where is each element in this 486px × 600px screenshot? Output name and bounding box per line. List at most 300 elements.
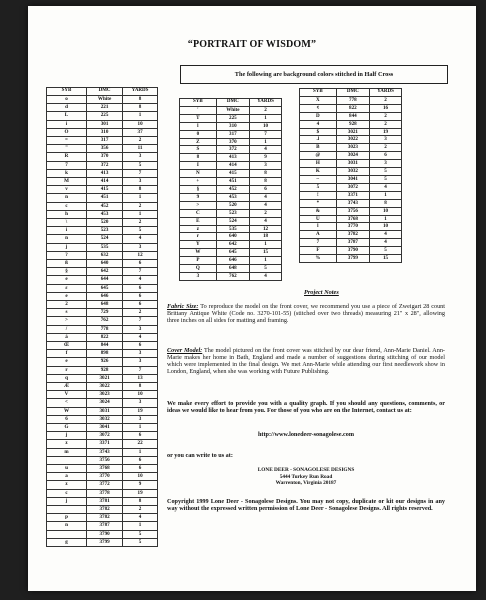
symbol-cell: C bbox=[180, 209, 217, 217]
yards-cell: 11 bbox=[123, 145, 158, 153]
symbol-cell: e bbox=[47, 358, 87, 366]
yards-cell: 6 bbox=[123, 465, 158, 473]
dmc-cell: 452 bbox=[216, 185, 249, 193]
dmc-cell: 317 bbox=[87, 136, 123, 144]
table-row bbox=[180, 185, 282, 193]
column-header: SYB bbox=[47, 88, 87, 96]
yards-cell: 15 bbox=[369, 255, 401, 263]
yards-cell: 8 bbox=[123, 104, 158, 112]
symbol-cell: E bbox=[180, 217, 217, 225]
yards-cell: 5 bbox=[249, 265, 281, 273]
symbol-cell: ß bbox=[47, 259, 87, 267]
dmc-cell: 729 bbox=[87, 309, 123, 317]
yards-cell: 5 bbox=[123, 227, 158, 235]
table-row bbox=[47, 506, 158, 514]
dmc-cell: 3799 bbox=[87, 538, 123, 546]
address-line-1: LONE DEER - SONAGOLESE DESIGNS bbox=[257, 467, 355, 473]
symbol-cell: M bbox=[47, 177, 87, 185]
symbol-cell: e bbox=[47, 276, 87, 284]
dmc-cell: 372 bbox=[216, 146, 249, 154]
dmc-cell: 762 bbox=[216, 272, 249, 280]
table-row bbox=[47, 153, 158, 161]
table-row bbox=[47, 456, 158, 464]
symbol-cell bbox=[47, 506, 87, 514]
symbol-cell: B bbox=[300, 144, 337, 152]
dmc-cell: 413 bbox=[87, 169, 123, 177]
yards-cell: 2 bbox=[123, 506, 158, 514]
table-row bbox=[47, 342, 158, 350]
table-row bbox=[47, 432, 158, 440]
address-line-3: Warrenton, Virginia 20187 bbox=[275, 480, 337, 486]
table-row bbox=[47, 391, 158, 399]
table-row bbox=[47, 424, 158, 432]
symbol-cell: N bbox=[180, 170, 217, 178]
table-row bbox=[47, 95, 158, 103]
symbol-cell: @ bbox=[300, 152, 337, 160]
table-row bbox=[180, 209, 282, 217]
dmc-cell: 3799 bbox=[336, 255, 369, 263]
yards-cell: 1 bbox=[123, 522, 158, 530]
symbol-cell: L bbox=[47, 112, 87, 120]
yards-cell: 3 bbox=[123, 243, 158, 251]
table-row bbox=[300, 183, 402, 191]
table-row bbox=[300, 104, 402, 112]
cover-model-paragraph bbox=[167, 347, 445, 375]
yards-cell: 6 bbox=[123, 342, 158, 350]
dmc-cell: 3743 bbox=[336, 199, 369, 207]
contact-paragraph: We make every effort to provide you with a quality graph. If you should any questions, comments, or ideas we would like to hear from you. For those of you who are on the Internet, contact us at: bbox=[167, 400, 445, 415]
table-row bbox=[300, 144, 402, 152]
symbol-cell: ε bbox=[47, 284, 87, 292]
dmc-cell: White bbox=[216, 106, 249, 114]
dmc-cell: 3770 bbox=[336, 223, 369, 231]
yards-cell: 1 bbox=[123, 194, 158, 202]
symbol-cell: ! bbox=[300, 191, 337, 199]
symbol-cell: o bbox=[47, 95, 87, 103]
symbol-cell: " bbox=[47, 145, 87, 153]
symbol-cell: * bbox=[300, 199, 337, 207]
symbol-cell: D bbox=[300, 112, 337, 120]
table-row bbox=[180, 154, 282, 162]
dmc-cell: 645 bbox=[216, 249, 249, 257]
symbol-cell: a bbox=[47, 473, 87, 481]
copyright-notice: Copyright 1999 Lone Deer - Sonagolese Designs. You may not copy, duplicate or kit our designs in any way without the expressed written permission of Lone Deer - Sonagolese Designs. All rights reserved. bbox=[167, 498, 445, 513]
dmc-cell: 778 bbox=[336, 96, 369, 104]
table-row bbox=[47, 251, 158, 259]
symbol-cell: ~ bbox=[300, 175, 337, 183]
symbol-cell: I bbox=[180, 162, 217, 170]
column-header: SYB bbox=[180, 99, 217, 107]
yards-cell: 9 bbox=[123, 481, 158, 489]
dmc-cell: 3781 bbox=[87, 497, 123, 505]
dmc-cell: 648 bbox=[87, 300, 123, 308]
symbol-cell: g bbox=[47, 538, 87, 546]
table-row bbox=[47, 350, 158, 358]
symbol-cell: e bbox=[47, 292, 87, 300]
column-header: YARDS bbox=[249, 99, 281, 107]
dmc-cell: White bbox=[87, 95, 123, 103]
symbol-cell: G bbox=[47, 424, 87, 432]
fabric-size-text: To reproduce the model on the front cover, we recommend you use a piece of Zweigart 28 count Brittany Antique White (Code no. 3270-101-55) (stitched over two threads) measuring 21" x 28", allowing three inches on all sides for matting and framing. bbox=[167, 303, 445, 325]
symbol-cell: H bbox=[300, 160, 337, 168]
table-row bbox=[300, 231, 402, 239]
table-row bbox=[47, 465, 158, 473]
dmc-cell: 520 bbox=[216, 201, 249, 209]
symbol-cell: q bbox=[47, 374, 87, 382]
symbol-cell: 7 bbox=[47, 161, 87, 169]
table-row bbox=[180, 170, 282, 178]
symbol-cell: 4 bbox=[300, 120, 337, 128]
yards-cell: 4 bbox=[249, 217, 281, 225]
symbol-cell: j bbox=[47, 432, 87, 440]
dmc-cell: 646 bbox=[216, 257, 249, 265]
table-row bbox=[180, 114, 282, 122]
table-row bbox=[300, 199, 402, 207]
dmc-cell: 3023 bbox=[87, 391, 123, 399]
symbol-cell: P bbox=[180, 257, 217, 265]
yards-cell: 7 bbox=[249, 130, 281, 138]
table-row bbox=[180, 257, 282, 265]
dmc-cell: 3782 bbox=[87, 514, 123, 522]
table-row bbox=[300, 223, 402, 231]
symbol-cell: \ bbox=[47, 218, 87, 226]
yards-cell: 19 bbox=[123, 407, 158, 415]
table-row bbox=[47, 218, 158, 226]
yards-cell: 10 bbox=[123, 120, 158, 128]
yards-cell: 7 bbox=[123, 366, 158, 374]
symbol-cell: % bbox=[300, 255, 337, 263]
symbol-cell: Q bbox=[180, 265, 217, 273]
dmc-cell: 3072 bbox=[336, 183, 369, 191]
symbol-cell: c bbox=[47, 489, 87, 497]
symbol-cell: U bbox=[300, 215, 337, 223]
dmc-cell: 415 bbox=[87, 186, 123, 194]
symbol-cell: T bbox=[180, 114, 217, 122]
dmc-cell: 413 bbox=[216, 154, 249, 162]
cover-model-label: Cover Model: bbox=[167, 347, 203, 354]
yards-cell: 4 bbox=[123, 514, 158, 522]
dmc-cell: 3021 bbox=[87, 374, 123, 382]
dmc-cell: 640 bbox=[87, 259, 123, 267]
table-row bbox=[47, 120, 158, 128]
table-row bbox=[47, 104, 158, 112]
yards-cell: 6 bbox=[369, 152, 401, 160]
dmc-cell: 317 bbox=[216, 130, 249, 138]
table-row bbox=[47, 383, 158, 391]
dmc-cell: 3756 bbox=[87, 456, 123, 464]
symbol-cell: i bbox=[47, 227, 87, 235]
yards-cell: 8 bbox=[249, 170, 281, 178]
yards-cell: 4 bbox=[249, 146, 281, 154]
table-row bbox=[47, 243, 158, 251]
mailing-address bbox=[167, 467, 445, 487]
dmc-cell: 3032 bbox=[336, 168, 369, 176]
symbol-cell: Y bbox=[180, 241, 217, 249]
dmc-cell: 225 bbox=[87, 112, 123, 120]
symbol-cell: l bbox=[300, 223, 337, 231]
symbol-cell: v bbox=[47, 186, 87, 194]
dmc-cell: 3022 bbox=[336, 136, 369, 144]
cover-model-text: The model pictured on the front cover was stitched by our dear friend, Ann-Marie Daniel. Ann-Marie makes her home in Bath, England and made a number of suggestions during stitching of our model which were implemented in the final design. We met Ann-Marie while attending our first needlework show in London, England, when she was working with Future Publishing. bbox=[167, 347, 445, 376]
dmc-cell: 310 bbox=[87, 128, 123, 136]
yards-cell: 18 bbox=[249, 233, 281, 241]
yards-cell: 8 bbox=[123, 383, 158, 391]
symbol-cell: O bbox=[47, 128, 87, 136]
symbol-cell: S bbox=[180, 146, 217, 154]
project-notes-heading: Project Notes bbox=[304, 289, 339, 296]
yards-cell: 1 bbox=[123, 448, 158, 456]
yards-cell: 4 bbox=[369, 239, 401, 247]
dmc-cell: 645 bbox=[87, 284, 123, 292]
symbol-cell: X bbox=[300, 96, 337, 104]
symbol-cell: ' bbox=[180, 106, 217, 114]
table-row bbox=[47, 514, 158, 522]
table-row bbox=[47, 399, 158, 407]
yards-cell: 10 bbox=[123, 473, 158, 481]
dmc-cell: 648 bbox=[216, 265, 249, 273]
color-key-table-1 bbox=[46, 87, 158, 547]
dmc-cell: 524 bbox=[87, 235, 123, 243]
symbol-cell: z bbox=[47, 440, 87, 448]
table-row bbox=[47, 522, 158, 530]
dmc-cell: 646 bbox=[87, 292, 123, 300]
column-header: DMC bbox=[216, 99, 249, 107]
symbol-cell: r bbox=[47, 366, 87, 374]
yards-cell: 12 bbox=[249, 225, 281, 233]
dmc-cell: 3770 bbox=[87, 473, 123, 481]
table-row bbox=[180, 122, 282, 130]
symbol-cell: j bbox=[47, 243, 87, 251]
yards-cell: 7 bbox=[123, 169, 158, 177]
table-row bbox=[47, 317, 158, 325]
yards-cell: 13 bbox=[123, 374, 158, 382]
symbol-cell: á bbox=[47, 333, 87, 341]
table-row bbox=[47, 268, 158, 276]
symbol-cell: 3 bbox=[180, 272, 217, 280]
dmc-cell: 644 bbox=[87, 276, 123, 284]
table-header-row bbox=[47, 88, 158, 96]
dmc-cell: 453 bbox=[216, 193, 249, 201]
symbol-cell bbox=[47, 530, 87, 538]
symbol-cell: > bbox=[47, 317, 87, 325]
yards-cell: 2 bbox=[249, 209, 281, 217]
table-row bbox=[300, 239, 402, 247]
table-row bbox=[47, 202, 158, 210]
dmc-cell: 535 bbox=[216, 225, 249, 233]
dmc-cell: 3782 bbox=[336, 231, 369, 239]
symbol-cell: $ bbox=[300, 128, 337, 136]
table-row bbox=[300, 152, 402, 160]
dmc-cell: 640 bbox=[216, 233, 249, 241]
yards-cell: 2 bbox=[249, 106, 281, 114]
table-row bbox=[180, 217, 282, 225]
table-row bbox=[47, 473, 158, 481]
symbol-cell: l bbox=[180, 122, 217, 130]
table-row bbox=[47, 284, 158, 292]
yards-cell: 8 bbox=[123, 186, 158, 194]
table-row bbox=[300, 136, 402, 144]
dmc-cell: 3787 bbox=[87, 522, 123, 530]
symbol-cell: ¢ bbox=[300, 104, 337, 112]
website-url[interactable]: http://www.lonedeer-sonagolese.com bbox=[257, 431, 354, 438]
dmc-cell: 642 bbox=[216, 241, 249, 249]
yards-cell: 8 bbox=[249, 178, 281, 186]
dmc-cell: 778 bbox=[87, 325, 123, 333]
dmc-cell: 301 bbox=[87, 120, 123, 128]
table-row bbox=[300, 215, 402, 223]
yards-cell: 16 bbox=[369, 104, 401, 112]
symbol-cell: R bbox=[47, 153, 87, 161]
symbol-cell: W bbox=[180, 249, 217, 257]
yards-cell: 1 bbox=[369, 215, 401, 223]
yards-cell: 9 bbox=[249, 154, 281, 162]
table-row bbox=[300, 160, 402, 168]
yards-cell: 10 bbox=[369, 223, 401, 231]
yards-cell: 4 bbox=[369, 183, 401, 191]
dmc-cell: 370 bbox=[216, 138, 249, 146]
yards-cell: 4 bbox=[123, 235, 158, 243]
dmc-cell: 3778 bbox=[87, 489, 123, 497]
dmc-cell: 3371 bbox=[87, 440, 123, 448]
table-header-row bbox=[300, 89, 402, 97]
dmc-cell: 520 bbox=[87, 218, 123, 226]
dmc-cell: 415 bbox=[216, 170, 249, 178]
yards-cell: 2 bbox=[123, 136, 158, 144]
fabric-size-paragraph bbox=[167, 303, 445, 324]
table-row bbox=[47, 448, 158, 456]
yards-cell: 37 bbox=[123, 128, 158, 136]
table-row bbox=[47, 440, 158, 448]
table-row bbox=[300, 112, 402, 120]
dmc-cell: 3743 bbox=[87, 448, 123, 456]
yards-cell: 5 bbox=[369, 168, 401, 176]
dmc-cell: 221 bbox=[87, 104, 123, 112]
symbol-cell: .l bbox=[300, 136, 337, 144]
yards-cell: 19 bbox=[123, 489, 158, 497]
table-row bbox=[47, 358, 158, 366]
dmc-cell: 822 bbox=[87, 333, 123, 341]
symbol-cell: h bbox=[47, 210, 87, 218]
dmc-cell: 3023 bbox=[336, 144, 369, 152]
symbol-cell: d bbox=[47, 104, 87, 112]
dmc-cell: 3772 bbox=[87, 481, 123, 489]
table-row bbox=[47, 112, 158, 120]
symbol-cell: m bbox=[47, 448, 87, 456]
yards-cell: 2 bbox=[369, 120, 401, 128]
table-row bbox=[47, 194, 158, 202]
table-row bbox=[47, 227, 158, 235]
column-header: DMC bbox=[87, 88, 123, 96]
symbol-cell: > bbox=[180, 201, 217, 209]
symbol-cell: < bbox=[47, 399, 87, 407]
table-row bbox=[47, 407, 158, 415]
yards-cell: 3 bbox=[123, 399, 158, 407]
dmc-cell: 3032 bbox=[87, 415, 123, 423]
symbol-cell: A bbox=[300, 231, 337, 239]
dmc-cell: 225 bbox=[216, 114, 249, 122]
column-header: DMC bbox=[336, 89, 369, 97]
dmc-cell: 844 bbox=[336, 112, 369, 120]
yards-cell: 5 bbox=[369, 175, 401, 183]
symbol-cell: z bbox=[180, 225, 217, 233]
table-row bbox=[47, 300, 158, 308]
dmc-cell: 3756 bbox=[336, 207, 369, 215]
yards-cell: 4 bbox=[249, 201, 281, 209]
table-row bbox=[47, 481, 158, 489]
yards-cell: 15 bbox=[249, 249, 281, 257]
symbol-cell: n bbox=[47, 522, 87, 530]
yards-cell: 1 bbox=[249, 138, 281, 146]
dmc-cell: 928 bbox=[336, 120, 369, 128]
yards-cell: 6 bbox=[123, 300, 158, 308]
symbol-cell: f bbox=[47, 350, 87, 358]
yards-cell: 4 bbox=[123, 333, 158, 341]
symbol-cell: s bbox=[47, 309, 87, 317]
table-row bbox=[300, 191, 402, 199]
yards-cell: 5 bbox=[123, 161, 158, 169]
dmc-cell: 3782 bbox=[87, 506, 123, 514]
dmc-cell: 822 bbox=[336, 104, 369, 112]
yards-cell: 3 bbox=[123, 415, 158, 423]
yards-cell: 1 bbox=[123, 210, 158, 218]
table-row bbox=[47, 186, 158, 194]
table-row bbox=[47, 309, 158, 317]
table-row bbox=[300, 247, 402, 255]
table-row bbox=[180, 193, 282, 201]
dmc-cell: 3790 bbox=[336, 247, 369, 255]
symbol-cell: § bbox=[180, 185, 217, 193]
table-row bbox=[180, 233, 282, 241]
document-page bbox=[28, 6, 476, 591]
table-row bbox=[180, 241, 282, 249]
dmc-cell: 3787 bbox=[336, 239, 369, 247]
yards-cell: 6 bbox=[123, 456, 158, 464]
dmc-cell: 356 bbox=[87, 145, 123, 153]
yards-cell: 6 bbox=[123, 259, 158, 267]
yards-cell: 1 bbox=[369, 191, 401, 199]
table-row bbox=[47, 177, 158, 185]
table-row bbox=[180, 272, 282, 280]
column-header: YARDS bbox=[123, 88, 158, 96]
yards-cell: 8 bbox=[369, 199, 401, 207]
table-row bbox=[47, 136, 158, 144]
symbol-cell: = bbox=[47, 136, 87, 144]
symbol-cell: & bbox=[300, 207, 337, 215]
yards-cell: 3 bbox=[369, 160, 401, 168]
table-row bbox=[300, 128, 402, 136]
fabric-size-label: Fabric Size: bbox=[167, 303, 199, 310]
table-row bbox=[47, 235, 158, 243]
yards-cell: 3 bbox=[123, 153, 158, 161]
yards-cell: 2 bbox=[123, 309, 158, 317]
symbol-cell: Œ bbox=[47, 342, 87, 350]
yards-cell: 3 bbox=[123, 177, 158, 185]
write-to-us-text: or you can write to us at: bbox=[167, 452, 233, 459]
symbol-cell: 8 bbox=[180, 154, 217, 162]
symbol-cell: K bbox=[300, 168, 337, 176]
symbol-cell: V bbox=[47, 391, 87, 399]
dmc-cell: 3768 bbox=[336, 215, 369, 223]
dmc-cell: 3072 bbox=[87, 432, 123, 440]
table-row bbox=[180, 265, 282, 273]
symbol-cell: W bbox=[47, 407, 87, 415]
yards-cell: 4 bbox=[369, 231, 401, 239]
yards-cell: 2 bbox=[369, 144, 401, 152]
dmc-cell: 3022 bbox=[87, 383, 123, 391]
dmc-cell: 310 bbox=[216, 122, 249, 130]
symbol-cell: ? bbox=[47, 251, 87, 259]
dmc-cell: 523 bbox=[87, 227, 123, 235]
